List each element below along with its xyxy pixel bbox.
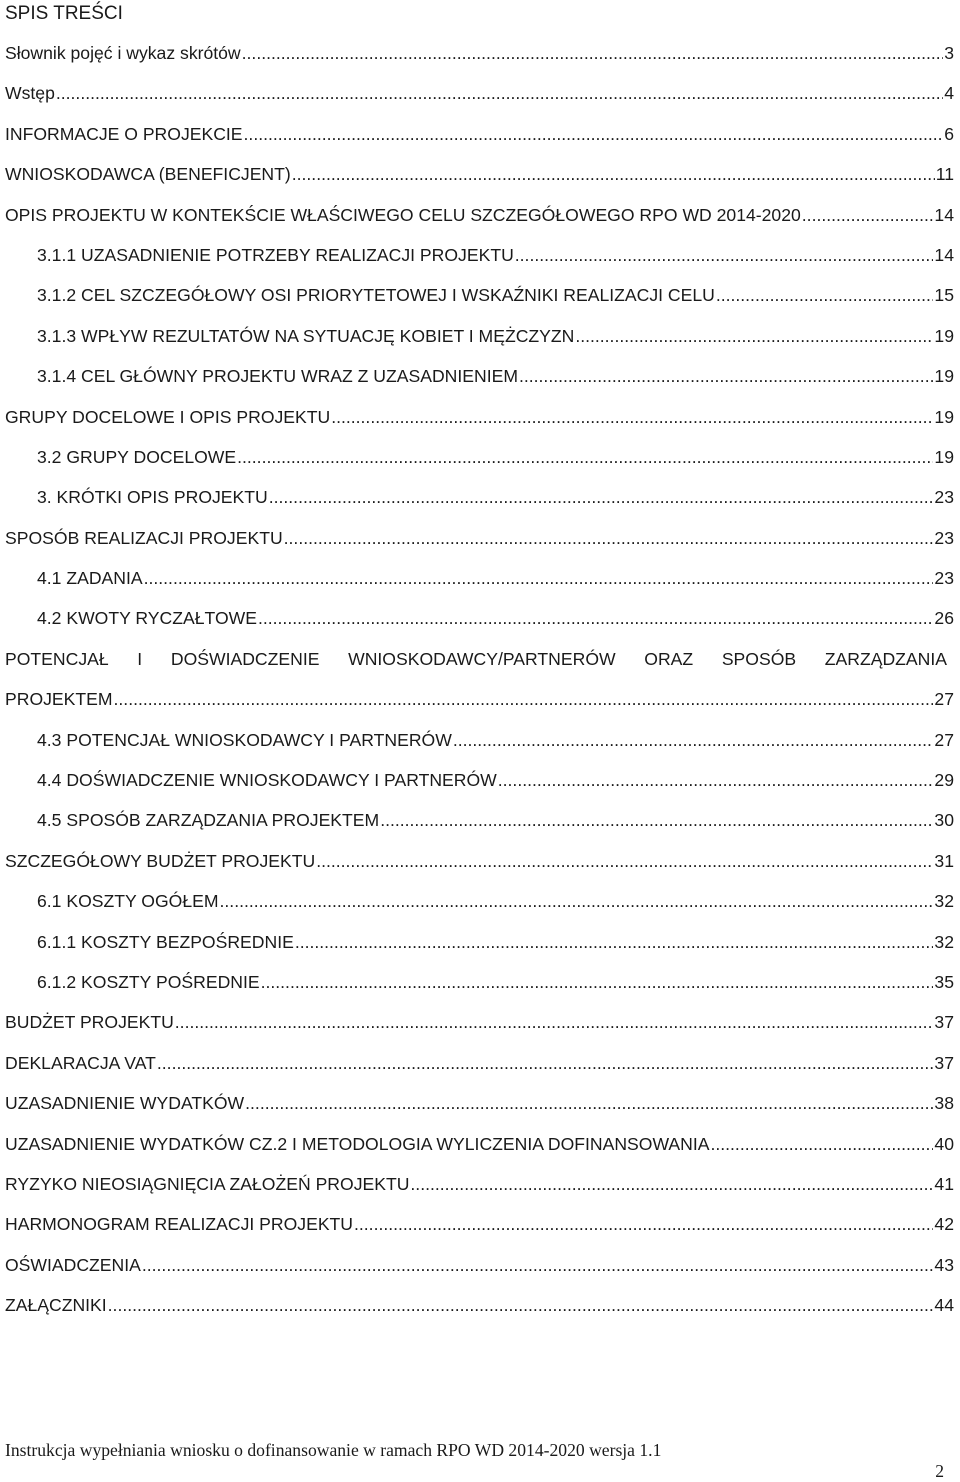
toc-entry-row: [37, 930, 954, 954]
dot-leader: [316, 849, 933, 873]
toc-entry-title: Słownik pojęć i wykaz skrótów: [5, 43, 241, 63]
toc-entry-page-number: 29: [934, 770, 954, 791]
toc-entry-page-number: 37: [934, 1012, 954, 1033]
toc-entry-row: [5, 1172, 954, 1196]
dot-leader: [331, 405, 933, 429]
toc-entry[interactable]: [0, 647, 960, 728]
dot-leader: [515, 243, 934, 267]
toc-entry-row: [5, 405, 954, 429]
dot-leader: [519, 364, 933, 388]
dot-leader: [242, 41, 944, 65]
toc-entry-page-number: 37: [934, 1052, 954, 1073]
toc-entry-title: HARMONOGRAM REALIZACJI PROJEKTU: [5, 1214, 354, 1235]
toc-entry-row: [5, 1051, 954, 1075]
toc-entry-title: 3.1.4 CEL GŁÓWNY PROJEKTU WRAZ Z UZASADNIENIEM: [37, 366, 518, 387]
toc-entry-row: [37, 485, 954, 509]
toc-entry-title: 4.5 SPOSÓB ZARZĄDZANIA PROJEKTEM: [37, 810, 380, 831]
toc-entry-row: [37, 364, 954, 388]
toc-entry-row: [37, 728, 954, 752]
toc-entry[interactable]: [0, 1253, 960, 1293]
dot-leader: [292, 162, 935, 186]
toc-entry[interactable]: [0, 122, 960, 162]
toc-entry-row: [5, 1091, 954, 1115]
toc-entry-row: [5, 81, 954, 105]
toc-entry-title: OPIS PROJEKTU W KONTEKŚCIE WŁAŚCIWEGO CELU SZCZEGÓŁOWEGO RPO WD 2014-2020: [5, 204, 801, 225]
toc-entry-page-number: 23: [934, 527, 954, 548]
toc-entry-row: [5, 1212, 954, 1236]
toc-entry-title: UZASADNIENIE WYDATKÓW CZ.2 I METODOLOGIA WYLICZENIA DOFINANSOWANIA: [5, 1133, 710, 1154]
dot-leader: [410, 1172, 933, 1196]
toc-entry-title: INFORMACJE O PROJEKCIE: [5, 123, 243, 144]
toc-entry-title: 4.4 DOŚWIADCZENIE WNIOSKODAWCY I PARTNERÓW: [37, 770, 497, 791]
toc-entry-title: Wstęp: [5, 83, 55, 104]
dot-leader: [380, 808, 933, 832]
toc-entry-title: 3.1.3 WPŁYW REZULTATÓW NA SYTUACJĘ KOBIET I MĘŻCZYZN: [37, 325, 575, 346]
toc-entry-row: [37, 324, 954, 348]
toc-entry-row: [37, 243, 954, 267]
toc-entry[interactable]: [0, 970, 960, 1010]
dot-leader: [56, 81, 943, 105]
toc-entry-page-number: 6: [944, 123, 954, 144]
toc-entry-page-number: 27: [934, 729, 954, 750]
toc-entry-page-number: 32: [934, 891, 954, 912]
toc-entry-page-number: 23: [934, 568, 954, 589]
toc-entry-page-number: 26: [934, 608, 954, 629]
toc-entry-page-number: 40: [934, 1133, 954, 1154]
toc-entry-title: BUDŻET PROJEKTU: [5, 1012, 174, 1033]
toc-entry-row: [5, 1293, 954, 1317]
toc-entry-row: [37, 606, 954, 630]
toc-entry-row: [37, 970, 954, 994]
toc-entry-row: [5, 687, 954, 711]
dot-leader: [108, 1293, 934, 1317]
toc-entry-row: [37, 768, 954, 792]
toc-entry-title: PROJEKTEM: [5, 689, 113, 710]
toc-entry-page-number: 32: [934, 931, 954, 952]
toc-entry[interactable]: [0, 203, 960, 243]
toc-entry-title: 3.1.1 UZASADNIENIE POTRZEBY REALIZACJI PROJEKTU: [37, 244, 514, 265]
toc-entry[interactable]: [0, 1212, 960, 1252]
toc-entry[interactable]: [0, 768, 960, 808]
toc-entry-title-line1: POTENCJAŁ I DOŚWIADCZENIE WNIOSKODAWCY/PARTNERÓW ORAZ SPOSÓB ZARZĄDZANIA: [5, 648, 947, 669]
toc-entry[interactable]: [0, 445, 960, 485]
toc-entry-page-number: 27: [934, 689, 954, 710]
toc-entry-title: 6.1.2 KOSZTY POŚREDNIE: [37, 972, 260, 992]
toc-entry[interactable]: [0, 728, 960, 768]
toc-entry-title: 3.2 GRUPY DOCELOWE: [37, 446, 237, 467]
dot-leader: [716, 283, 934, 307]
toc-entry-page-number: 42: [934, 1214, 954, 1235]
toc-entry[interactable]: [0, 930, 960, 970]
toc-entry-title: WNIOSKODAWCA (BENEFICJENT): [5, 164, 291, 185]
toc-entry-title: 4.1 ZADANIA: [37, 568, 143, 589]
dot-leader: [157, 1051, 934, 1075]
toc-entry-title: SZCZEGÓŁOWY BUDŻET PROJEKTU: [5, 850, 316, 871]
toc-entry-page-number: 38: [934, 1093, 954, 1114]
toc-entry-row: [5, 122, 954, 146]
dot-leader: [220, 889, 934, 913]
dot-leader: [453, 728, 934, 752]
toc-entry-page-number: 41: [934, 1173, 954, 1194]
dot-leader: [498, 768, 934, 792]
dot-leader: [245, 1091, 933, 1115]
toc-entry-title: 4.3 POTENCJAŁ WNIOSKODAWCY I PARTNERÓW: [37, 729, 452, 750]
dot-leader: [258, 606, 933, 630]
toc-entry[interactable]: [0, 1010, 960, 1050]
dot-leader: [237, 445, 933, 469]
dot-leader: [575, 324, 933, 348]
toc-entry-title: GRUPY DOCELOWE I OPIS PROJEKTU: [5, 406, 331, 427]
page-number: 2: [935, 1461, 944, 1481]
toc-entry-page-number: 23: [934, 487, 954, 508]
toc-entry-title: 3.1.2 CEL SZCZEGÓŁOWY OSI PRIORYTETOWEJ I WSKAŹNIKI REALIZACJI CELU: [37, 285, 715, 306]
toc-entry[interactable]: [0, 606, 960, 646]
toc-entry[interactable]: [0, 81, 960, 121]
toc-entry-row: [5, 526, 954, 550]
toc-entry-row: [5, 162, 954, 186]
toc-entry-page-number: 19: [934, 406, 954, 427]
toc-entry[interactable]: [0, 485, 960, 525]
toc-entry-row: [5, 1010, 954, 1034]
toc-entry-title: 4.2 KWOTY RYCZAŁTOWE: [37, 608, 257, 629]
toc-entry-row: [5, 41, 954, 65]
toc-entry-page-number: 14: [934, 244, 954, 265]
toc-entry[interactable]: [0, 1293, 960, 1333]
toc-entry-page-number: 19: [934, 325, 954, 346]
toc-entry[interactable]: [0, 324, 960, 364]
toc-entry-page-number: 43: [934, 1254, 954, 1275]
toc-entry[interactable]: [0, 41, 960, 81]
toc-entry-title: DEKLARACJA VAT: [5, 1052, 156, 1073]
toc-entry[interactable]: [0, 1172, 960, 1212]
toc-entry[interactable]: [0, 1091, 960, 1131]
dot-leader: [269, 485, 934, 509]
toc-entry[interactable]: [0, 364, 960, 404]
toc-entry-title: 3. KRÓTKI OPIS PROJEKTU: [37, 487, 268, 508]
toc-entry[interactable]: [0, 1051, 960, 1091]
toc-entry[interactable]: [0, 283, 960, 323]
toc-entry-title: SPOSÓB REALIZACJI PROJEKTU: [5, 527, 283, 548]
dot-leader: [802, 203, 934, 227]
toc-entry-page-number: 31: [934, 850, 954, 871]
toc-entry-page-number: 4: [944, 83, 954, 104]
dot-leader: [142, 1253, 934, 1277]
toc-entry-row: [37, 808, 954, 832]
toc-entry[interactable]: [0, 162, 960, 202]
toc-entry-row: [37, 566, 954, 590]
toc-entry-page-number: 30: [934, 810, 954, 831]
table-of-contents: [0, 41, 960, 1334]
toc-heading: SPIS TREŚCI: [5, 3, 123, 24]
toc-entry[interactable]: [0, 526, 960, 566]
toc-entry-row: [5, 1132, 954, 1156]
toc-entry[interactable]: [0, 808, 960, 848]
toc-entry-page-number: 14: [934, 204, 954, 225]
toc-entry-title: 6.1.1 KOSZTY BEZPOŚREDNIE: [37, 931, 294, 952]
toc-entry-title: ZAŁĄCZNIKI: [5, 1295, 107, 1316]
dot-leader: [284, 526, 934, 550]
toc-entry-row: [37, 445, 954, 469]
dot-leader: [261, 970, 934, 994]
toc-entry[interactable]: [0, 889, 960, 929]
toc-entry-page-number: 19: [934, 366, 954, 387]
dot-leader: [144, 566, 934, 590]
dot-leader: [710, 1132, 933, 1156]
toc-entry-row: [5, 849, 954, 873]
toc-entry-page-number: 11: [935, 164, 954, 185]
toc-entry[interactable]: [0, 566, 960, 606]
toc-entry-title: UZASADNIENIE WYDATKÓW: [5, 1093, 245, 1114]
dot-leader: [114, 687, 934, 711]
toc-entry-page-number: 19: [934, 446, 954, 467]
toc-entry[interactable]: [0, 243, 960, 283]
toc-entry[interactable]: [0, 849, 960, 889]
toc-entry-title: RYZYKO NIEOSIĄGNIĘCIA ZAŁOŻEŃ PROJEKTU: [5, 1173, 410, 1194]
toc-entry-page-number: 15: [934, 285, 954, 306]
toc-entry-page-number: 35: [934, 972, 954, 992]
dot-leader: [295, 930, 934, 954]
dot-leader: [175, 1010, 934, 1034]
toc-entry-title: OŚWIADCZENIA: [5, 1254, 141, 1275]
toc-entry[interactable]: [0, 1132, 960, 1172]
dot-leader: [354, 1212, 933, 1236]
toc-entry-row: [5, 203, 954, 227]
toc-entry-row: [5, 1253, 954, 1277]
toc-entry-row: [37, 889, 954, 913]
toc-entry-page-number: 3: [944, 43, 954, 63]
page-footer: Instrukcja wypełniania wniosku o dofinansowanie w ramach RPO WD 2014-2020 wersja 1.1: [5, 1440, 662, 1460]
toc-entry-page-number: 44: [934, 1295, 954, 1316]
toc-entry-title: 6.1 KOSZTY OGÓŁEM: [37, 891, 219, 912]
dot-leader: [244, 122, 944, 146]
toc-entry[interactable]: [0, 405, 960, 445]
toc-entry-row: [37, 283, 954, 307]
